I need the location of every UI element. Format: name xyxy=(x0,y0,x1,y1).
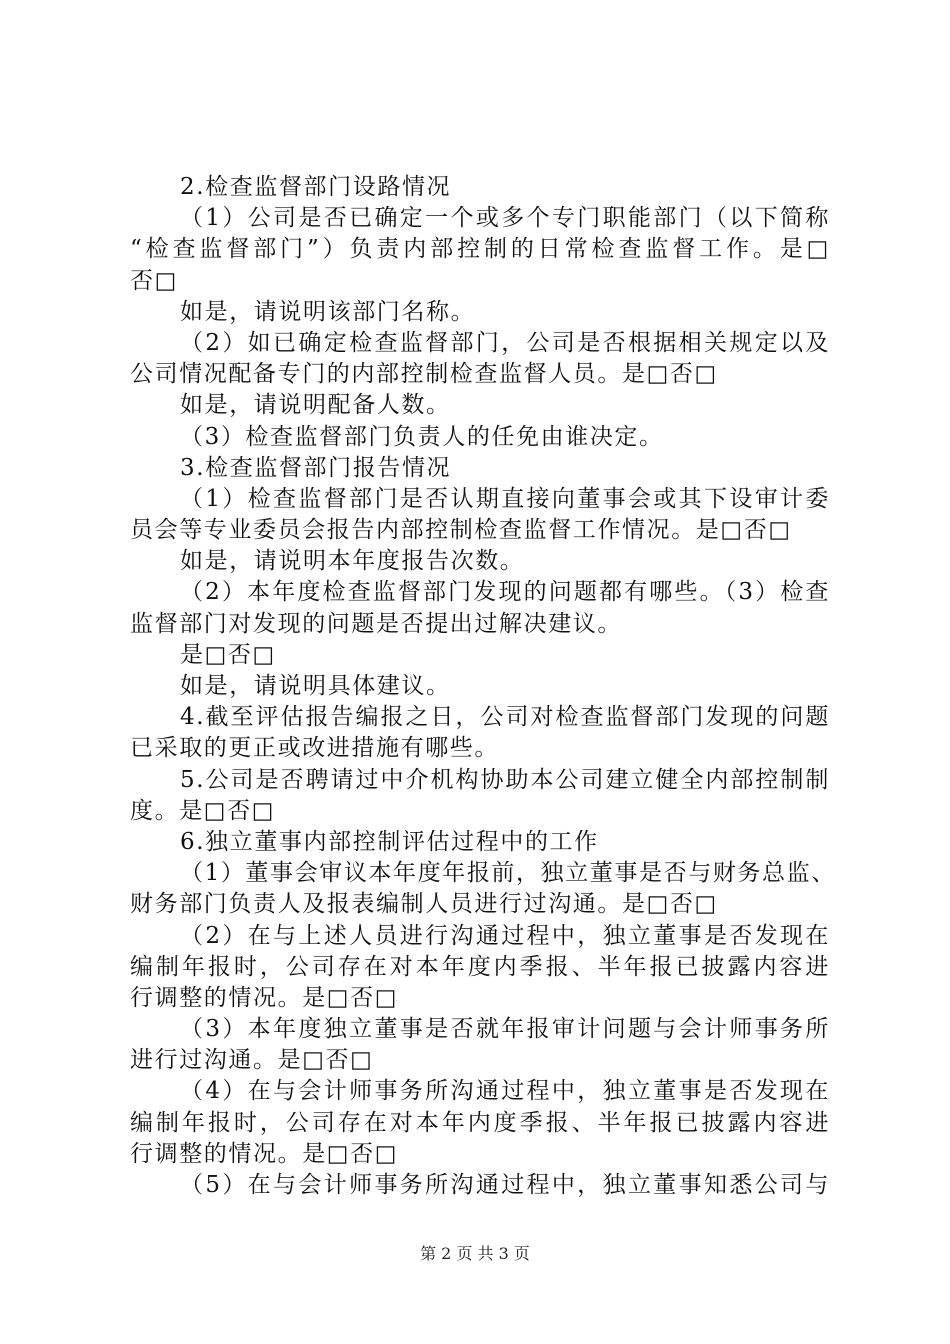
text-line: （1）公司是否已确定一个或多个专门职能部门（以下简称 xyxy=(180,205,830,232)
text-line: 6.独立董事内部控制评估过程中的工作 xyxy=(180,828,599,855)
text-line: 行调整的情况。是□否□ xyxy=(130,984,399,1011)
document-body xyxy=(130,172,836,1201)
text-line: 财务部门负责人及报表编制人员进行过沟通。是□否□ xyxy=(130,891,718,918)
text-line: 进行过沟通。是□否□ xyxy=(130,1047,374,1074)
text-line: 监督部门对发现的问题是否提出过解决建议。 xyxy=(130,610,622,637)
text-line: 度。是□否□ xyxy=(130,797,276,824)
text-line: （2）本年度检查监督部门发现的问题都有哪些。（3）检查 xyxy=(180,579,830,606)
text-line: 员会等专业委员会报告内部控制检查监督工作情况。是□否□ xyxy=(130,517,792,544)
text-line: 已采取的更正或改进措施有哪些。 xyxy=(130,735,499,762)
page-footer: 第 2 页 共 3 页 xyxy=(420,1244,530,1263)
text-line: 编制年报时，公司存在对本年内度季报、半年报已披露内容进 xyxy=(130,1109,830,1136)
text-line: 否□ xyxy=(130,267,178,294)
text-line: （2）如已确定检查监督部门，公司是否根据相关规定以及 xyxy=(180,329,830,356)
text-line: “检查监督部门”）负责内部控制的日常检查监督工作。是□ xyxy=(130,236,830,263)
text-line: 行调整的情况。是□否□ xyxy=(130,1140,399,1167)
text-line: 如是，请说明该部门名称。 xyxy=(180,298,476,325)
text-line: （3）本年度独立董事是否就年报审计问题与会计师事务所 xyxy=(180,1016,830,1043)
text-line: （1）董事会审议本年度年报前，独立董事是否与财务总监、 xyxy=(180,860,836,887)
text-line: （3）检查监督部门负责人的任免由谁决定。 xyxy=(180,423,664,450)
text-line: 编制年报时，公司存在对本年度内季报、半年报已披露内容进 xyxy=(130,953,830,980)
text-line: 5.公司是否聘请过中介机构协助本公司建立健全内部控制制 xyxy=(180,766,830,793)
text-line: 如是，请说明本年度报告次数。 xyxy=(180,548,525,575)
text-line: 3.检查监督部门报告情况 xyxy=(180,454,452,481)
text-line: （5）在与会计师事务所沟通过程中，独立董事知悉公司与 xyxy=(180,1172,830,1198)
text-line: 如是，请说明配备人数。 xyxy=(180,392,451,419)
text-line: （1）检查监督部门是否认期直接向董事会或其下设审计委 xyxy=(180,485,830,512)
text-line: 如是，请说明具体建议。 xyxy=(180,673,451,699)
text-line: 公司情况配备专门的内部控制检查监督人员。是□否□ xyxy=(130,361,718,388)
text-line: （4）在与会计师事务所沟通过程中，独立董事是否发现在 xyxy=(180,1078,830,1105)
text-line: 4.截至评估报告编报之日，公司对检查监督部门发现的问题 xyxy=(180,704,830,731)
text-line: 2.检查监督部门设路情况 xyxy=(180,174,452,200)
text-line: （2）在与上述人员进行沟通过程中，独立董事是否发现在 xyxy=(180,922,830,949)
text-line: 是□否□ xyxy=(180,641,276,668)
